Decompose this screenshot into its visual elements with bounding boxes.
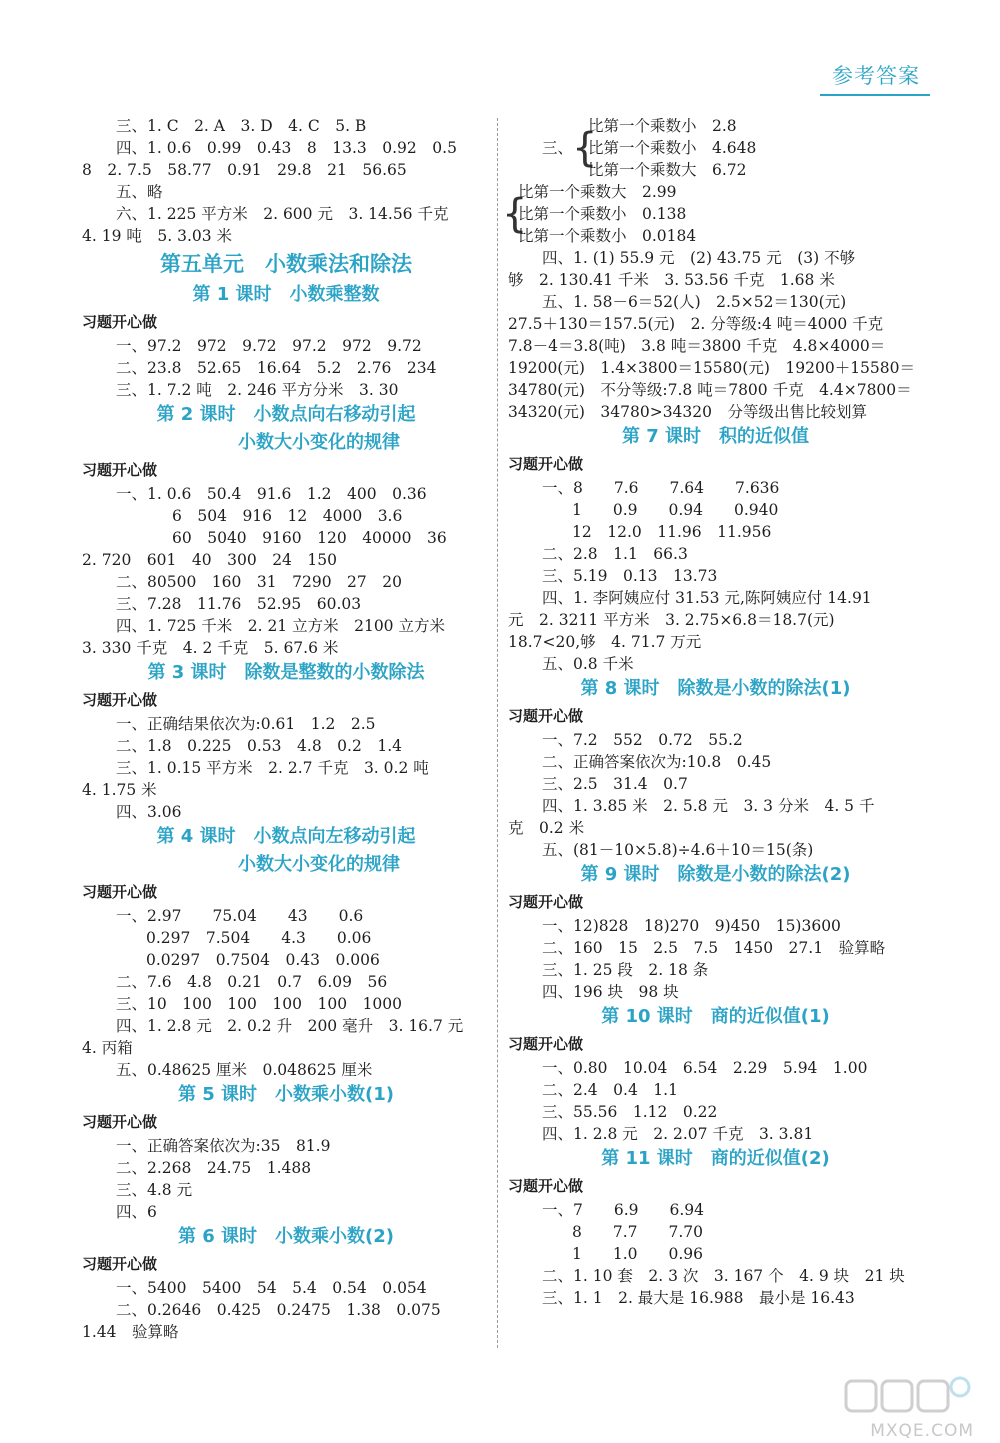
answer-line: 4. 1.75 米 xyxy=(82,781,157,799)
section-label: 习题开心做 xyxy=(82,1113,158,1131)
answer-line: 三、2.5 31.4 0.7 xyxy=(542,775,688,793)
answer-line: 三、1. 7.2 吨 2. 246 平方分米 3. 30 xyxy=(116,381,399,399)
answer-line: 34780(元) 不分等级:7.8 吨＝7800 千克 4.4×7800＝ xyxy=(508,381,912,399)
answer-line: 60 5040 9160 120 40000 36 xyxy=(172,529,447,547)
answer-line: 二、7.6 4.8 0.21 0.7 6.09 56 xyxy=(116,973,388,991)
brace-line: 比第一个乘数大 2.99 xyxy=(518,183,677,201)
answer-line: 二、2.8 1.1 66.3 xyxy=(542,545,688,563)
answer-line: 一、1. 0.6 50.4 91.6 1.2 400 0.36 xyxy=(116,485,427,503)
answer-line: 一、7.2 552 0.72 55.2 xyxy=(542,731,743,749)
column-divider xyxy=(497,118,498,1348)
section-label: 习题开心做 xyxy=(82,1255,158,1273)
brace-line: 比第一个乘数小 4.648 xyxy=(588,139,757,157)
unit-title: 第五单元 小数乘法和除法 xyxy=(160,252,412,276)
answer-line: 五、略 xyxy=(116,183,163,201)
lesson-title: 第 1 课时 小数乘整数 xyxy=(192,284,380,305)
answer-line: 四、1. 2.8 元 2. 0.2 升 200 毫升 3. 16.7 元 xyxy=(116,1017,464,1035)
answer-line: 五、0.48625 厘米 0.048625 厘米 xyxy=(116,1061,373,1079)
section-label: 习题开心做 xyxy=(82,883,158,901)
answer-line: 8 2. 7.5 58.77 0.91 29.8 21 56.65 xyxy=(82,161,407,179)
section-label: 习题开心做 xyxy=(508,1177,584,1195)
answer-line: 四、1. 725 千米 2. 21 立方米 2100 立方米 xyxy=(116,617,445,635)
section-label: 习题开心做 xyxy=(508,893,584,911)
answer-line: 三、10 100 100 100 100 1000 xyxy=(116,995,403,1013)
answer-line: 一、0.80 10.04 6.54 2.29 5.94 1.00 xyxy=(542,1059,868,1077)
answer-line: 三、55.56 1.12 0.22 xyxy=(542,1103,718,1121)
lesson-title: 第 9 课时 除数是小数的除法(2) xyxy=(580,864,851,885)
brace-symbol: { xyxy=(502,191,528,237)
right-column-body xyxy=(508,247,923,1309)
answer-line: 2. 720 601 40 300 24 150 xyxy=(82,551,338,569)
answer-line: 三、1. C 2. A 3. D 4. C 5. B xyxy=(116,117,367,135)
answer-line: 四、1. 李阿姨应付 31.53 元,陈阿姨应付 14.91 xyxy=(542,589,872,607)
answer-line: 12 12.0 11.96 11.956 xyxy=(572,523,772,541)
answer-line: 一、正确答案依次为:35 81.9 xyxy=(116,1137,331,1155)
brace-line: 比第一个乘数小 0.0184 xyxy=(518,227,697,245)
answer-line: 一、97.2 972 9.72 97.2 972 9.72 xyxy=(116,337,422,355)
section-label: 习题开心做 xyxy=(82,313,158,331)
section-label: 习题开心做 xyxy=(508,707,584,725)
answer-line: 四、1. 0.6 0.99 0.43 8 13.3 0.92 0.5 xyxy=(116,139,457,157)
answer-line: 二、2.268 24.75 1.488 xyxy=(116,1159,312,1177)
brace-line: 比第一个乘数小 2.8 xyxy=(588,117,737,135)
answer-line: 18.7<20,够 4. 71.7 万元 xyxy=(508,633,702,651)
answer-line: 六、1. 225 平方米 2. 600 元 3. 14.56 千克 xyxy=(116,205,449,223)
answer-line: 一、2.97 75.04 43 0.6 xyxy=(116,907,364,925)
answer-line: 27.5＋130＝157.5(元) 2. 分等级:4 吨＝4000 千克 xyxy=(508,315,884,333)
lesson-title: 第 10 课时 商的近似值(1) xyxy=(601,1006,830,1027)
brace-line: 比第一个乘数小 0.138 xyxy=(518,205,687,223)
answer-line: 二、0.2646 0.425 0.2475 1.38 0.075 xyxy=(116,1301,441,1319)
answer-line: 一、7 6.9 6.94 xyxy=(542,1201,705,1219)
answer-line: 二、160 15 2.5 7.5 1450 27.1 验算略 xyxy=(542,939,886,957)
answer-line: 34320(元) 34780>34320 分等级出售比较划算 xyxy=(508,403,868,421)
brace-block-2 xyxy=(502,181,923,247)
header-label: 参考答案 xyxy=(832,64,920,88)
answer-line: 三、4.8 元 xyxy=(116,1181,193,1199)
answer-line: 1 0.9 0.94 0.940 xyxy=(572,501,779,519)
answer-line: 4. 丙箱 xyxy=(82,1039,133,1057)
answer-line: 二、2.4 0.4 1.1 xyxy=(542,1081,678,1099)
answer-line: 6 504 916 12 4000 3.6 xyxy=(172,507,403,525)
answer-line: 19200(元) 1.4×3800＝15580(元) 19200＋15580＝ xyxy=(508,359,916,377)
answer-line: 一、5400 5400 54 5.4 0.54 0.054 xyxy=(116,1279,427,1297)
answer-line: 1 1.0 0.96 xyxy=(572,1245,704,1263)
answer-line: 二、80500 160 31 7290 27 20 xyxy=(116,573,403,591)
answer-line: 五、1. 58－6＝52(人) 2.5×52＝130(元) xyxy=(542,293,847,311)
section-label: 习题开心做 xyxy=(508,455,584,473)
answer-line: 三、1. 1 2. 最大是 16.988 最小是 16.43 xyxy=(542,1289,855,1307)
lesson-title: 小数大小变化的规律 xyxy=(238,854,400,875)
answer-line: 0.0297 0.7504 0.43 0.006 xyxy=(146,951,380,969)
answer-line: 克 0.2 米 xyxy=(508,819,585,837)
lesson-title: 第 2 课时 小数点向右移动引起 xyxy=(156,404,416,425)
answer-line: 7.8－4＝3.8(吨) 3.8 吨＝3800 千克 4.8×4000＝ xyxy=(508,337,886,355)
section-label: 习题开心做 xyxy=(508,1035,584,1053)
answer-line: 够 2. 130.41 千米 3. 53.56 千克 1.68 米 xyxy=(508,271,835,289)
answer-line: 四、3.06 xyxy=(116,803,182,821)
section-label: 习题开心做 xyxy=(82,461,158,479)
answer-line: 四、1. 2.8 元 2. 2.07 千克 3. 3.81 xyxy=(542,1125,814,1143)
lesson-title: 第 5 课时 小数乘小数(1) xyxy=(177,1084,395,1105)
answer-line: 二、23.8 52.65 16.64 5.2 2.76 234 xyxy=(116,359,437,377)
answer-line: 一、12)828 18)270 9)450 15)3600 xyxy=(542,917,841,935)
right-column xyxy=(502,115,923,1309)
answer-line: 一、正确结果依次为:0.61 1.2 2.5 xyxy=(116,715,376,733)
left-column xyxy=(82,115,490,1343)
answer-line: 三、7.28 11.76 52.95 60.03 xyxy=(116,595,362,613)
answer-line: 四、6 xyxy=(116,1203,157,1221)
answer-line: 三、5.19 0.13 13.73 xyxy=(542,567,718,585)
answer-line: 二、正确答案依次为:10.8 0.45 xyxy=(542,753,772,771)
lesson-title: 小数大小变化的规律 xyxy=(238,432,400,453)
answer-line: 四、1. (1) 55.9 元 (2) 43.75 元 (3) 不够 xyxy=(542,249,856,267)
answer-line: 四、196 块 98 块 xyxy=(542,983,679,1001)
answer-line: 四、1. 3.85 米 2. 5.8 元 3. 3 分米 4. 5 千 xyxy=(542,797,875,815)
lesson-title: 第 11 课时 商的近似值(2) xyxy=(601,1148,830,1169)
answer-line: 五、0.8 千米 xyxy=(542,655,634,673)
answer-line: 0.297 7.504 4.3 0.06 xyxy=(146,929,372,947)
answer-line: 一、8 7.6 7.64 7.636 xyxy=(542,479,780,497)
watermark-text: MXQE.COM xyxy=(870,1421,974,1441)
answer-line: 8 7.7 7.70 xyxy=(572,1223,704,1241)
answer-line: 1.44 验算略 xyxy=(82,1323,179,1341)
header-rule xyxy=(820,94,930,96)
answer-line: 三、1. 25 段 2. 18 条 xyxy=(542,961,709,979)
answer-line: 4. 19 吨 5. 3.03 米 xyxy=(82,227,233,245)
answer-line: 三、1. 0.15 平方米 2. 2.7 千克 3. 0.2 吨 xyxy=(116,759,429,777)
brace-prefix: 三、 xyxy=(542,139,574,157)
brace-line: 比第一个乘数大 6.72 xyxy=(588,161,747,179)
answer-line: 3. 330 千克 4. 2 千克 5. 67.6 米 xyxy=(82,639,339,657)
section-label: 习题开心做 xyxy=(82,691,158,709)
lesson-title: 第 7 课时 积的近似值 xyxy=(621,426,810,447)
lesson-title: 第 4 课时 小数点向左移动引起 xyxy=(156,826,416,847)
answer-line: 元 2. 3211 平方米 3. 2.75×6.8＝18.7(元) xyxy=(508,611,835,629)
lesson-title: 第 6 课时 小数乘小数(2) xyxy=(177,1226,395,1247)
answer-line: 二、1. 10 套 2. 3 次 3. 167 个 4. 9 块 21 块 xyxy=(542,1267,905,1285)
brace-symbol: { xyxy=(572,125,598,171)
lesson-title: 第 3 课时 除数是整数的小数除法 xyxy=(147,662,425,683)
answer-line: 二、1.8 0.225 0.53 4.8 0.2 1.4 xyxy=(116,737,402,755)
brace-block-1 xyxy=(508,115,923,181)
answer-line: 五、(81－10×5.8)÷4.6＋10＝15(条) xyxy=(542,841,814,859)
lesson-title: 第 8 课时 除数是小数的除法(1) xyxy=(580,678,851,699)
